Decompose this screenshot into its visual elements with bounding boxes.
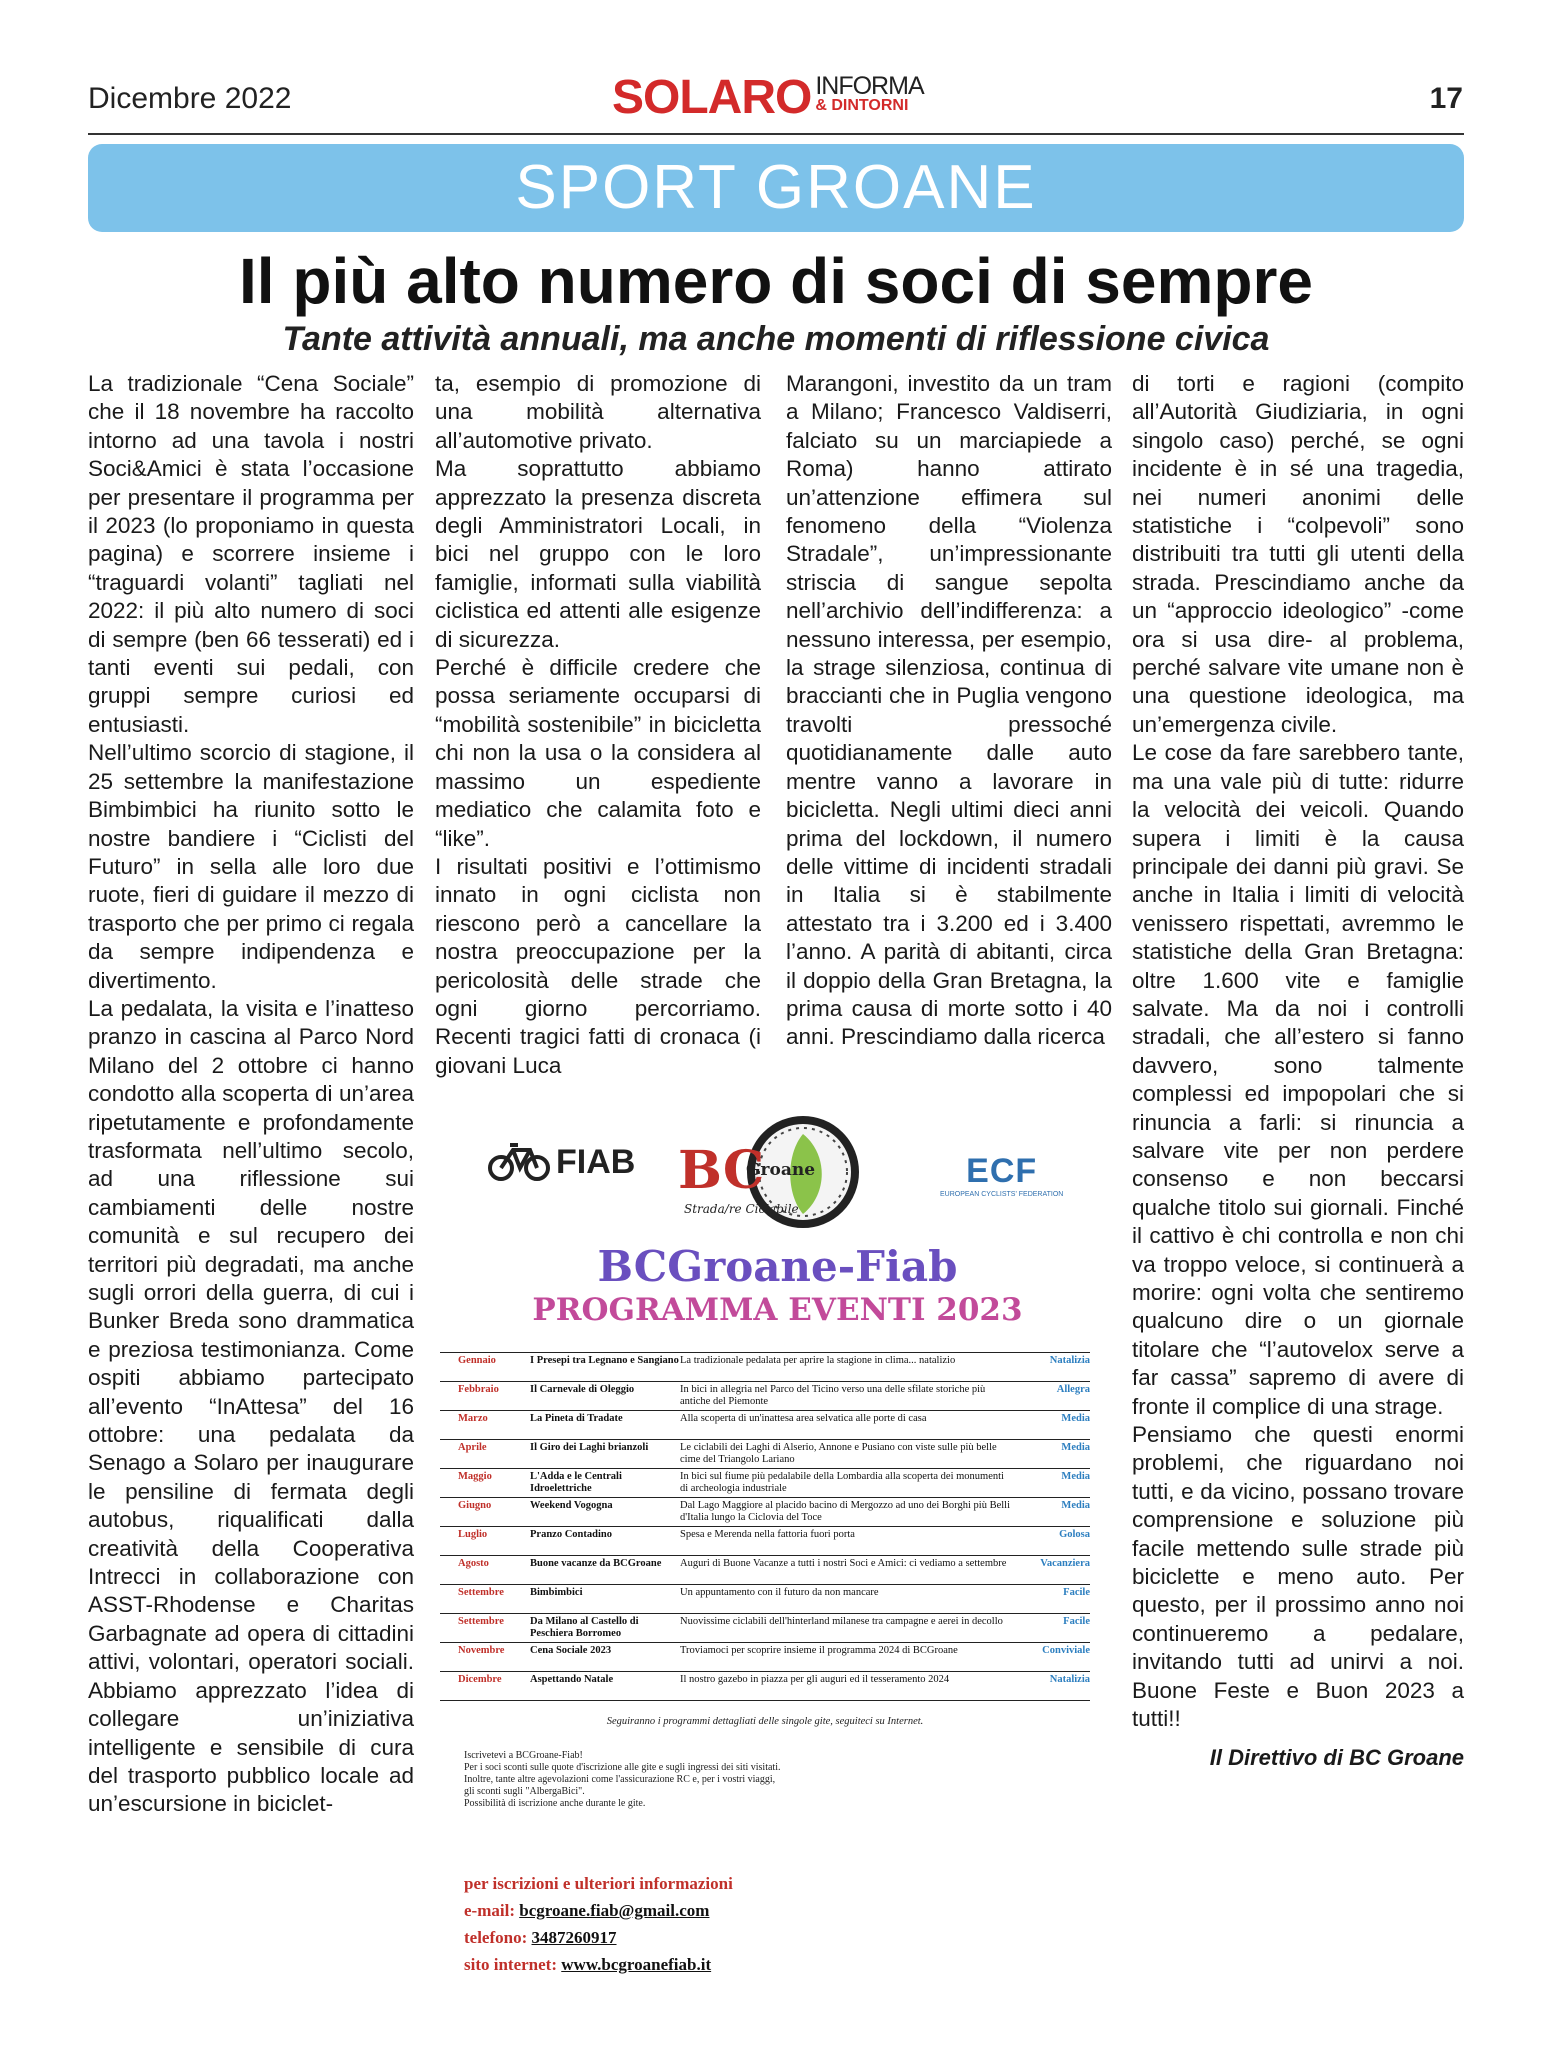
site-label: sito internet: bbox=[464, 1955, 558, 1974]
paragraph: Ma soprattutto abbiamo apprezzato la presenza discreta degli Amministratori Locali, in bici nel gruppo con le loro famiglie, informati sulla viabilità ciclistica ed attenti alle esigenze di sicurezza. bbox=[435, 456, 761, 652]
event-name: Bimbimbici bbox=[530, 1587, 583, 1598]
event-month: Agosto bbox=[458, 1558, 489, 1569]
events-table bbox=[440, 1352, 1090, 1701]
bc-logo-sub: Strada/re Ciclabile bbox=[684, 1202, 799, 1216]
fiab-logo bbox=[488, 1142, 635, 1182]
event-month: Aprile bbox=[458, 1442, 487, 1453]
event-level: Allegra bbox=[1056, 1384, 1090, 1395]
event-level: Facile bbox=[1063, 1616, 1090, 1627]
magazine-logo bbox=[612, 71, 924, 124]
event-month: Settembre bbox=[458, 1616, 504, 1627]
perk-line: gli sconti sugli "AlbergaBici". bbox=[464, 1786, 585, 1797]
event-month: Maggio bbox=[458, 1471, 492, 1482]
event-month: Febbraio bbox=[458, 1384, 499, 1395]
event-desc: Troviamoci per scoprire insieme il programma 2024 di BCGroane bbox=[680, 1645, 958, 1656]
paragraph: Pensiamo che questi enormi problemi, che riguardano noi tutti, e da vicino, possano trovare comprensione e soluzione più facile mettendo sulle strade più biciclette e meno auto. Per questo, per il prossimo anno noi continueremo a pedalare, invitando tutti ad unirvi a noi. Buone Feste e Buon 2023 a tutti!! bbox=[1132, 1422, 1464, 1732]
event-row bbox=[440, 1584, 1090, 1613]
logo-dintorni: & DINTORNI bbox=[815, 97, 909, 114]
event-name: Cena Sociale 2023 bbox=[530, 1645, 612, 1656]
ecf-label: ECF bbox=[966, 1152, 1038, 1190]
paragraph: Le cose da fare sarebbero tante, ma una vale più di tutte: ridurre la velocità dei veicoli. Quando supera i limiti è la causa principale dei danni più gravi. Se anche in Italia i limiti di velocità venissero rispettati, avremmo le statistiche della Gran Bretagna: oltre 1.600 vite e famiglie salvate. Ma da noi i controlli stradali, che all’estero si fanno davvero, sono talmente complessi ed impopolari che si rinuncia a farli: si rinuncia a salvare vite per non perdere consenso e non beccarsi qualche titolo sui giornali. Finché il cattivo è chi controlla e non chi va troppo veloce, si continuerà a morire: ogni volta che sentiremo qualcuno dire o un giornale titolare che “l’autovelox serve a far cassa” sapremo di avere di fronte il complice di una strage. bbox=[1132, 740, 1464, 1419]
bc-logo-groane: Groane bbox=[746, 1160, 816, 1180]
paragraph: ta, esempio di promozione di una mobilità alternativa all’automotive privato. bbox=[435, 371, 761, 453]
membership-perks bbox=[464, 1750, 884, 1810]
event-desc: In bici sul fiume più pedalabile della Lombardia alla scoperta dei monumenti di archeologia industriale bbox=[680, 1471, 1004, 1494]
ecf-sub: EUROPEAN CYCLISTS' FEDERATION bbox=[940, 1191, 1064, 1198]
paragraph: Nell’ultimo scorcio di stagione, il 25 settembre la manifestazione Bimbimbici ha riunito sotto le nostre bandiere i “Ciclisti del Futuro” in sella alle loro due ruote, fieri di guidare il mezzo di trasporto che per primo ci regala da sempre indipendenza e divertimento. bbox=[88, 740, 414, 993]
event-name: Il Giro dei Laghi brianzoli bbox=[530, 1442, 649, 1453]
poster-note: Seguiranno i programmi dettagliati delle singole gite, seguiteci su Internet. bbox=[606, 1716, 924, 1727]
article-column-1 bbox=[88, 370, 414, 2038]
website-link[interactable]: www.bcgroanefiab.it bbox=[561, 1955, 712, 1974]
article-signature: Il Direttivo di BC Groane bbox=[1209, 1744, 1464, 1770]
event-desc: Nuovissime ciclabili dell'hinterland milanese tra campagne e aerei in decollo bbox=[680, 1616, 1003, 1627]
bc-logo-main: BC bbox=[678, 1140, 765, 1201]
event-desc: Le ciclabili dei Laghi di Alserio, Annone e Pusiano con viste sulle più belle cime del Triangolo Lariano bbox=[680, 1442, 997, 1465]
article-column-4 bbox=[1132, 370, 1464, 1772]
paragraph: di torti e ragioni (compito all’Autorità Giudiziaria, in ogni singolo caso) perché, se ogni incidente è in sé una tragedia, nei numeri anonimi delle statistiche i “colpevoli” sono distribuiti tra tutti gli utenti della strada. Prescindiamo anche da un “approccio ideologico” -come ora si usa dire- al problema, perché salvare vite umane non è una questione ideologica, ma un’emergenza civile. bbox=[1132, 371, 1464, 737]
bcgroane-logo bbox=[678, 1114, 878, 1234]
event-level: Natalizia bbox=[1049, 1355, 1090, 1366]
issue-date: Dicembre 2022 bbox=[88, 82, 292, 115]
event-row bbox=[440, 1671, 1090, 1701]
event-row bbox=[440, 1642, 1090, 1671]
event-name: Aspettando Natale bbox=[530, 1674, 614, 1685]
event-row bbox=[440, 1381, 1090, 1410]
event-desc: Auguri di Buone Vacanze a tutti i nostri Soci e Amici: ci vediamo a settembre bbox=[680, 1558, 1007, 1569]
event-level: Golosa bbox=[1059, 1529, 1090, 1540]
event-row bbox=[440, 1410, 1090, 1439]
article-headline: Il più alto numero di soci di sempre bbox=[239, 245, 1313, 317]
logo-solaro: SOLARO bbox=[612, 71, 812, 124]
event-row bbox=[440, 1526, 1090, 1555]
paragraph: La pedalata, la visita e l’inatteso pranzo in cascina al Parco Nord Milano del 2 ottobre ci hanno condotto alla scoperta di un’area ripetutamente e profondamente trasformata nell’ultimo secolo, ad una riflessione sui cambiamenti delle nostre comunità e sul recupero dei territori più degradati, ma anche sugli orrori della guerra, di cui i Bunker Breda sono drammatica e preziosa testimonianza. Come ospiti abbiamo partecipato all’evento “InAttesa” del 16 ottobre: una pedalata da Senago a Solaro per inaugurare le pensiline di fermata degli autobus, riqualificati dalla creatività della Cooperativa Intrecci in collaborazione con ASST-Rhodense e Charitas Garbagnate ad opera di cittadini attivi, volontari, operatori sociali. Abbiamo apprezzato l’idea di collegare un’iniziativa intelligente e sensibile di cura del trasporto pubblico locale ad un’escursione in biciclet- bbox=[88, 995, 414, 1817]
perk-line: Inoltre, tante altre agevolazioni come l'assicurazione RC e, per i vostri viaggi, bbox=[464, 1774, 776, 1785]
page-number: 17 bbox=[1429, 82, 1463, 115]
event-month: Luglio bbox=[458, 1529, 488, 1540]
event-row bbox=[440, 1613, 1090, 1642]
event-desc: Spesa e Merenda nella fattoria fuori porta bbox=[680, 1529, 855, 1540]
perk-line: Per i soci sconti sulle quote d'iscrizione alle gite e sugli ingressi dei siti visitati. bbox=[464, 1762, 781, 1773]
bicycle-icon bbox=[488, 1142, 550, 1182]
event-row bbox=[440, 1555, 1090, 1584]
paragraph: I risultati positivi e l’ottimismo innato in ogni ciclista non riescono però a cancellare la nostra preoccupazione per la pericolosità delle strade che ogni giorno percorriamo. Recenti tragici fatti di cronaca (i giovani Luca bbox=[435, 853, 761, 1078]
perk-line: Iscrivetevi a BCGroane-Fiab! bbox=[464, 1750, 583, 1761]
event-level: Media bbox=[1061, 1471, 1090, 1482]
event-name: Weekend Vogogna bbox=[530, 1500, 613, 1511]
event-name: La Pineta di Tradate bbox=[530, 1413, 623, 1424]
poster-title: BCGroane-Fiab bbox=[597, 1242, 958, 1291]
email-label: e-mail: bbox=[464, 1901, 515, 1920]
event-desc: Il nostro gazebo in piazza per gli auguri ed il tesseramento 2024 bbox=[680, 1674, 950, 1685]
logo-informa: INFORMA bbox=[815, 72, 924, 100]
event-name: Il Carnevale di Oleggio bbox=[530, 1384, 635, 1395]
event-name: Da Milano al Castello di Peschiera Borromeo bbox=[530, 1616, 639, 1639]
email-link[interactable]: bcgroane.fiab@gmail.com bbox=[519, 1901, 710, 1920]
event-level: Conviviale bbox=[1042, 1645, 1090, 1656]
contact-heading: per iscrizioni e ulteriori informazioni bbox=[464, 1874, 733, 1893]
event-level: Vacanziera bbox=[1040, 1558, 1090, 1569]
event-month: Marzo bbox=[458, 1413, 488, 1424]
article-column-2 bbox=[435, 370, 761, 1080]
event-row bbox=[440, 1352, 1090, 1381]
article-column-3 bbox=[786, 370, 1112, 1052]
event-level: Media bbox=[1061, 1500, 1090, 1511]
event-desc: Alla scoperta di un'inattesa area selvatica alle porte di casa bbox=[680, 1413, 927, 1424]
fiab-label: FIAB bbox=[556, 1142, 636, 1181]
event-month: Giugno bbox=[458, 1500, 492, 1511]
phone-label: telefono: bbox=[464, 1928, 528, 1947]
event-row bbox=[440, 1497, 1090, 1526]
event-month: Dicembre bbox=[458, 1674, 502, 1685]
event-month: Gennaio bbox=[458, 1355, 496, 1366]
section-banner: SPORT GROANE bbox=[88, 144, 1464, 232]
event-level: Natalizia bbox=[1049, 1674, 1090, 1685]
event-row bbox=[440, 1468, 1090, 1497]
event-name: Buone vacanze da BCGroane bbox=[530, 1558, 662, 1569]
contact-info bbox=[464, 1870, 733, 1978]
event-desc: Un appuntamento con il futuro da non mancare bbox=[680, 1587, 879, 1598]
event-row bbox=[440, 1439, 1090, 1468]
event-desc: In bici in allegria nel Parco del Ticino verso una delle sfilate storiche più antiche del Piemonte bbox=[680, 1384, 986, 1407]
event-name: L'Adda e le Centrali Idroelettriche bbox=[530, 1471, 622, 1494]
event-level: Facile bbox=[1063, 1587, 1090, 1598]
event-desc: La tradizionale pedalata per aprire la stagione in clima... natalizio bbox=[680, 1355, 956, 1366]
phone-number[interactable]: 3487260917 bbox=[531, 1928, 617, 1947]
paragraph: Perché è difficile credere che possa seriamente occuparsi di “mobilità sostenibile” in bicicletta chi non la usa o la considera al massimo un espediente mediatico che calamita foto e “like”. bbox=[435, 655, 761, 851]
event-level: Media bbox=[1061, 1442, 1090, 1453]
event-name: Pranzo Contadino bbox=[530, 1529, 612, 1540]
paragraph: Marangoni, investito da un tram a Milano; Francesco Valdiserri, falciato su un marciapiede a Roma) hanno attirato un’attenzione effimera sul fenomeno della “Violenza Stradale”, un’impressionante striscia di sangue sepolta nell’archivio dell’indifferenza: a nessuno interessa, per esempio, la strage silenziosa, continua di braccianti che in Puglia vengono travolti pressoché quotidianamente dalle auto mentre vanno a lavorare in bicicletta. Negli ultimi dieci anni prima del lockdown, il numero delle vittime di incidenti stradali in Italia si è stabilmente attestato tra i 3.200 ed i 3.400 l’anno. A parità di abitanti, circa il doppio della Gran Bretagna, la prima causa di morte sotto i 40 anni. Prescindiamo dalla ricerca bbox=[786, 371, 1112, 1050]
event-level: Media bbox=[1061, 1413, 1090, 1424]
article-subheadline: Tante attività annuali, ma anche momenti di riflessione civica bbox=[282, 320, 1270, 358]
perk-line: Possibilità di iscrizione anche durante le gite. bbox=[464, 1798, 646, 1809]
poster-subtitle: PROGRAMMA EVENTI 2023 bbox=[532, 1292, 1023, 1328]
events-poster bbox=[440, 1100, 1115, 2020]
event-name: I Presepi tra Legnano e Sangiano bbox=[530, 1355, 679, 1366]
event-desc: Dal Lago Maggiore al placido bacino di Mergozzo ad uno dei Borghi più Belli d'Italia lungo la Ciclovia del Toce bbox=[680, 1500, 1010, 1523]
header-divider bbox=[88, 133, 1464, 135]
ecf-logo bbox=[940, 1152, 1063, 1198]
event-month: Novembre bbox=[458, 1645, 505, 1656]
event-month: Settembre bbox=[458, 1587, 504, 1598]
paragraph: La tradizionale “Cena Sociale” che il 18 novembre ha raccolto intorno ad una tavola i nostri Soci&Amici è stata l’occasione per presentare il programma per il 2023 (lo proponiamo in questa pagina) e scorrere insieme i “traguardi volanti” tagliati nel 2022: il più alto numero di soci di sempre (ben 66 tesserati) ed i tanti eventi sui pedali, con gruppi sempre curiosi ed entusiasti. bbox=[88, 371, 414, 737]
